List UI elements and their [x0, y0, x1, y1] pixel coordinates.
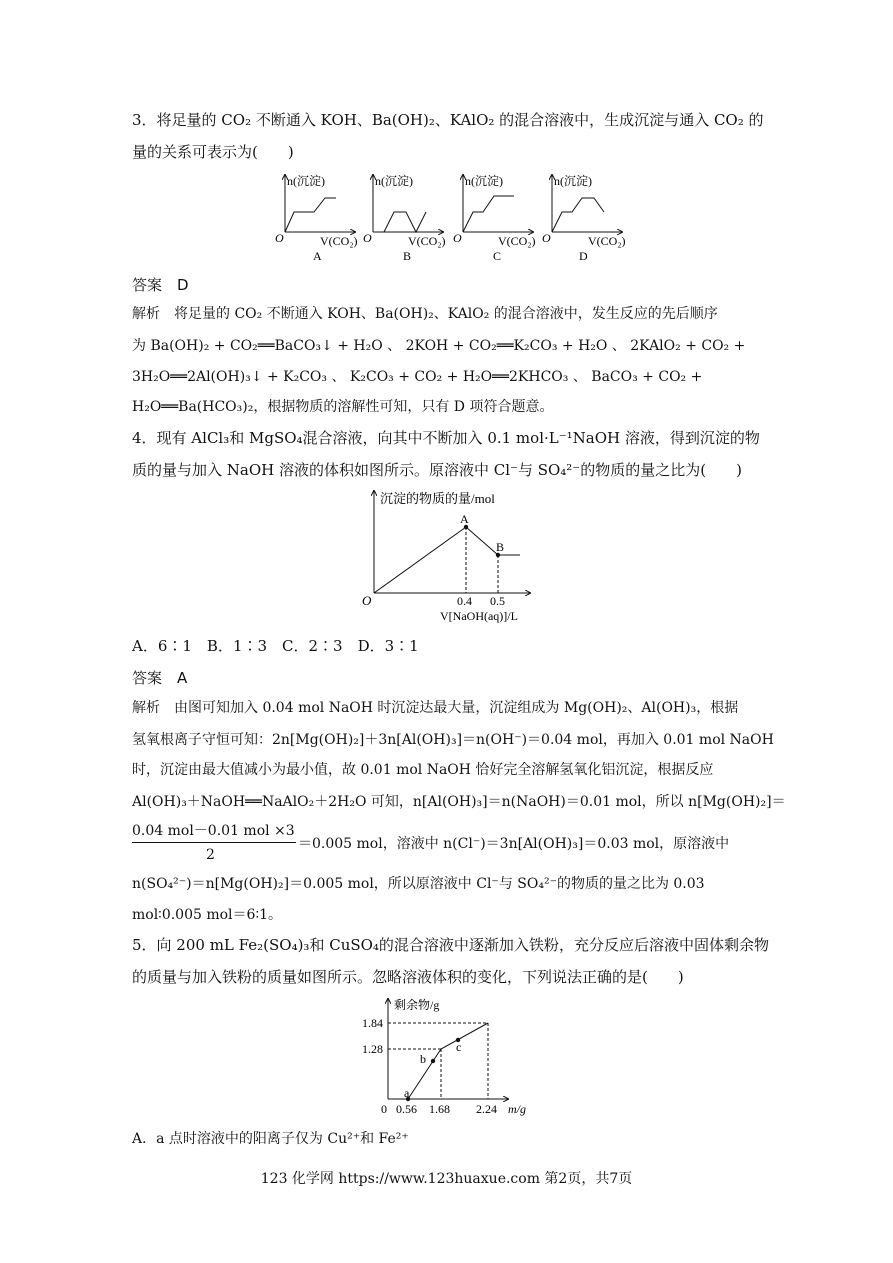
q3-d-option: D — [579, 249, 588, 263]
q5-point-a: a — [404, 1086, 410, 1100]
q3-graph-d — [542, 173, 626, 263]
q4-point-a: A — [460, 512, 469, 526]
q3-a-ylabel: n(沉淀) — [287, 174, 325, 188]
q3-b-xlabel: V(CO₂) — [408, 234, 446, 248]
q4-frac-rest: ＝0.005 mol，溶液中 n(Cl⁻)＝3n[Al(OH)₃]＝0.03 mol，原溶液中 — [298, 836, 730, 852]
q3-graphs — [270, 170, 630, 265]
q4-frac-numerator: 0.04 mol－0.01 mol ×3 — [132, 823, 295, 839]
q4-answer: 答案 A — [132, 669, 188, 687]
q4-frac-bar — [132, 842, 296, 843]
q4-analysis-6: mol∶0.005 mol＝6∶1。 — [132, 907, 282, 923]
q3-c-ylabel: n(沉淀) — [465, 174, 503, 188]
q3-analysis-1: 解析 将足量的 CO₂ 不断通入 KOH、Ba(OH)₂、KAlO₂ 的混合溶液中，发生反应的先后顺序 — [132, 306, 718, 322]
q3-d-ylabel: n(沉淀) — [554, 174, 592, 188]
q4-ylabel: 沉淀的物质的量/mol — [380, 491, 495, 506]
q5-xtick-224: 2.24 — [476, 1102, 497, 1116]
q5-point-b: b — [420, 1052, 426, 1066]
q3-d-origin: O — [542, 231, 551, 245]
q3-graph-a — [275, 173, 358, 263]
q3-analysis-3: 3H₂O══2Al(OH)₃↓ + K₂CO₃ 、 K₂CO₃ + CO₂ + H₂O══2KHCO₃ 、 BaCO₃ + CO₂ + — [132, 369, 703, 385]
q3-a-origin: O — [275, 231, 284, 245]
q3-b-option: B — [403, 249, 412, 263]
q3-b-origin: O — [363, 231, 372, 245]
q5-line-1: 5．向 200 mL Fe₂(SO₄)₃和 CuSO₄的混合溶液中逐渐加入铁粉，充分反应后溶液中固体剩余物 — [132, 936, 769, 954]
q4-line-2: 质的量与加入 NaOH 溶液的体积如图所示。原溶液中 Cl⁻与 SO₄²⁻的物质的量之比为( ) — [132, 461, 742, 479]
q4-frac-denominator: 2 — [206, 847, 215, 863]
q5-point-c: c — [456, 1040, 462, 1054]
q4-analysis-2: 氢氧根离子守恒可知：2n[Mg(OH)₂]＋3n[Al(OH)₃]＝n(OH⁻)＝0.04 mol，再加入 0.01 mol NaOH — [132, 732, 774, 748]
q4-point-b: B — [496, 540, 505, 554]
q3-analysis-4: H₂O══Ba(HCO₃)₂，根据物质的溶解性可知，只有 D 项符合题意。 — [132, 399, 554, 415]
q3-c-origin: O — [453, 231, 462, 245]
q3-graph-b — [363, 173, 446, 263]
q4-xlabel: V[NaOH(aq)]/L — [440, 609, 518, 623]
q3-c-option: C — [493, 249, 502, 263]
q3-b-ylabel: n(沉淀) — [375, 174, 413, 188]
q5-xlabel: m/g — [508, 1102, 526, 1116]
page-footer: 123 化学网 https://www.123huaxue.com 第2页，共7页 — [260, 1171, 633, 1187]
q5-option-a: A．a 点时溶液中的阳离子仅为 Cu²⁺和 Fe²⁺ — [132, 1131, 409, 1147]
q5-xtick-168: 1.68 — [429, 1102, 450, 1116]
q3-line-2: 量的关系可表示为( ) — [132, 143, 294, 161]
q4-analysis-5: n(SO₄²⁻)＝n[Mg(OH)₂]＝0.005 mol，所以原溶液中 Cl⁻与 SO₄²⁻的物质的量之比为 0.03 — [132, 876, 705, 892]
q4-analysis-3: 时，沉淀由最大值减小为最小值，故 0.01 mol NaOH 恰好完全溶解氢氧化铝沉淀，根据反应 — [132, 762, 714, 778]
q5-ytick-184: 1.84 — [362, 1016, 383, 1030]
q5-graph — [358, 995, 538, 1117]
q3-a-xlabel: V(CO₂) — [320, 234, 358, 248]
q4-tick-05: 0.5 — [490, 594, 505, 608]
q4-analysis-4: Al(OH)₃＋NaOH══NaAlO₂＋2H₂O 可知，n[Al(OH)₃]＝n(NaOH)＝0.01 mol，所以 n[Mg(OH)₂]＝ — [132, 794, 786, 810]
q5-ylabel: 剩余物/g — [394, 998, 440, 1012]
q3-a-option: A — [313, 249, 322, 263]
q5-xtick-0: 0 — [381, 1102, 387, 1116]
q3-analysis-2: 为 Ba(OH)₂ + CO₂══BaCO₃↓ + H₂O 、 2KOH + CO₂══K₂CO₃ + H₂O 、 2KAlO₂ + CO₂ + — [132, 338, 746, 354]
q3-graph-c — [453, 173, 536, 263]
q3-answer: 答案 D — [132, 276, 189, 294]
q3-line-1: 3．将足量的 CO₂ 不断通入 KOH、Ba(OH)₂、KAlO₂ 的混合溶液中，生成沉淀与通入 CO₂ 的 — [132, 111, 764, 129]
q4-tick-04: 0.4 — [457, 594, 472, 608]
q3-d-xlabel: V(CO₂) — [588, 234, 626, 248]
q4-line-1: 4．现有 AlCl₃和 MgSO₄混合溶液，向其中不断加入 0.1 mol·L⁻¹NaOH 溶液，得到沉淀的物 — [132, 429, 760, 447]
q5-xtick-056: 0.56 — [396, 1102, 417, 1116]
q3-c-xlabel: V(CO₂) — [498, 234, 536, 248]
q4-origin: O — [362, 593, 372, 608]
q4-analysis-1: 解析 由图可知加入 0.04 mol NaOH 时沉淀达最大量，沉淀组成为 Mg(OH)₂、Al(OH)₃，根据 — [132, 700, 739, 716]
q4-graph — [358, 485, 538, 625]
q4-options: A．6∶1 B．1∶3 C．2∶3 D．3∶1 — [132, 637, 419, 655]
q5-line-2: 的质量与加入铁粉的质量如图所示。忽略溶液体积的变化，下列说法正确的是( ) — [132, 968, 684, 986]
q5-ytick-128: 1.28 — [362, 1042, 383, 1056]
